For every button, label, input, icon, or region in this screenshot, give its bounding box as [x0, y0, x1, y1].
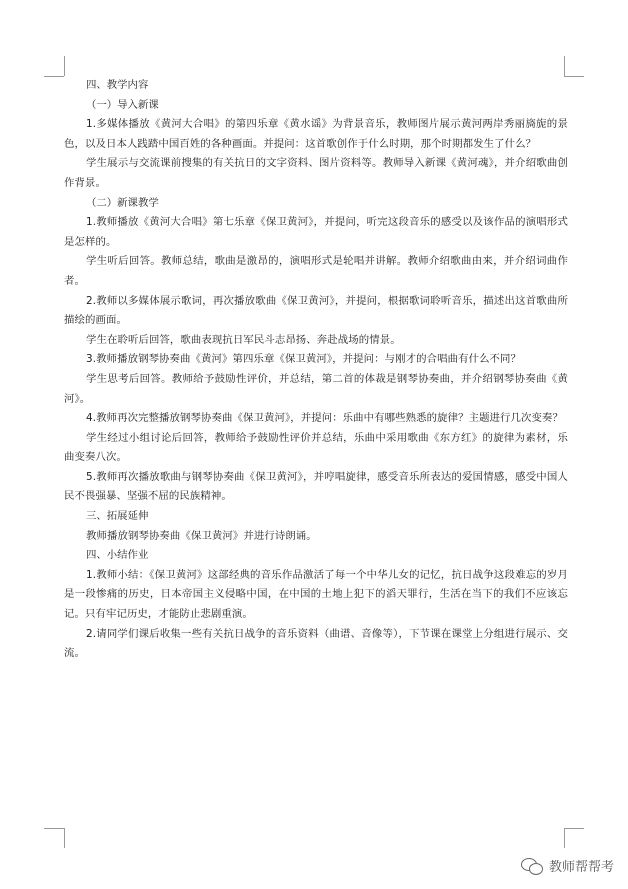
- crop-mark: [44, 76, 64, 77]
- paragraph: 学生展示与交流课前搜集的有关抗日的文字资料、图片资料等。教师导入新课《黄河魂》，并介绍歌曲创作背景。: [64, 157, 568, 189]
- watermark: [521, 856, 614, 875]
- section-heading: （二）新课教学: [86, 196, 159, 209]
- paragraph: 学生听后回答。教师总结，歌曲是激昂的，演唱形式是轮唱并讲解。教师介绍歌曲由来，并介绍词曲作者。: [64, 255, 568, 287]
- document-body: [64, 76, 568, 664]
- wechat-icon: [521, 857, 543, 875]
- section-heading: 四、教学内容: [86, 79, 149, 91]
- crop-mark: [564, 828, 584, 829]
- crop-mark: [44, 828, 64, 829]
- section-heading: （一）导入新课: [86, 98, 159, 111]
- paragraph: 5.教师再次播放歌曲与钢琴协奏曲《保卫黄河》，并哼唱旋律，感受音乐所表达的爱国情感，感受中国人民不畏强暴、坚强不屈的民族精神。: [64, 470, 568, 503]
- paragraph: 4.教师再次完整播放钢琴协奏曲《保卫黄河》，并提问：乐曲中有哪些熟悉的旋律？主题进行几次变奏？: [86, 412, 563, 425]
- section-heading: 三、拓展延伸: [86, 510, 149, 523]
- paragraph: 1.教师小结：《保卫黄河》这部经典的音乐作品激活了每一个中华儿女的记忆，抗日战争这段难忘的岁月是一段惨痛的历史，日本帝国主义侵略中国，在中国的土地上犯下的滔天罪行，生活在当下的我们不应该忘记。只有牢记历史，才能防止悲剧重演。: [64, 568, 568, 621]
- paragraph: 1.教师播放《黄河大合唱》第七乐章《保卫黄河》，并提问，听完这段音乐的感受以及该作品的演唱形式是怎样的。: [64, 216, 568, 248]
- paragraph: 3.教师播放钢琴协奏曲《黄河》第四乐章《保卫黄河》，并提问：与刚才的合唱曲有什么不同？: [86, 353, 522, 366]
- paragraph: 教师播放钢琴协奏曲《保卫黄河》并进行诗朗诵。: [86, 529, 317, 542]
- watermark-text: 教师帮帮考: [548, 860, 614, 875]
- section-heading: 四、小结作业: [86, 549, 149, 562]
- paragraph: 1.多媒体播放《黄河大合唱》的第四乐章《黄水谣》为背景音乐，教师图片展示黄河两岸秀丽旖旎的景色，以及日本人践踏中国百姓的各种画面。并提问：这首歌创作于什么时期，那个时期都发生了什么？: [64, 118, 568, 150]
- paragraph: 学生经过小组讨论后回答，教师给予鼓励性评价并总结，乐曲中采用歌曲《东方红》的旋律为素材，乐曲变奏八次。: [64, 431, 568, 464]
- paragraph: 2.教师以多媒体展示歌词，再次播放歌曲《保卫黄河》，并提问，根据歌词聆听音乐，描述出这首歌曲所描绘的画面。: [64, 294, 568, 327]
- paragraph: 2.请同学们课后收集一些有关抗日战争的音乐资料（曲谱、音像等），下节课在课堂上分组进行展示、交流。: [64, 627, 568, 660]
- crop-mark: [64, 828, 65, 848]
- crop-mark: [564, 56, 565, 76]
- paragraph: 学生在聆听后回答，歌曲表现抗日军民斗志昂扬、奔赴战场的情景。: [86, 333, 401, 346]
- paragraph: 学生思考后回答。教师给予鼓励性评价，并总结，第二首的体裁是钢琴协奏曲，并介绍钢琴协奏曲《黄河》。: [64, 372, 568, 405]
- crop-mark: [64, 56, 65, 76]
- crop-mark: [564, 828, 565, 848]
